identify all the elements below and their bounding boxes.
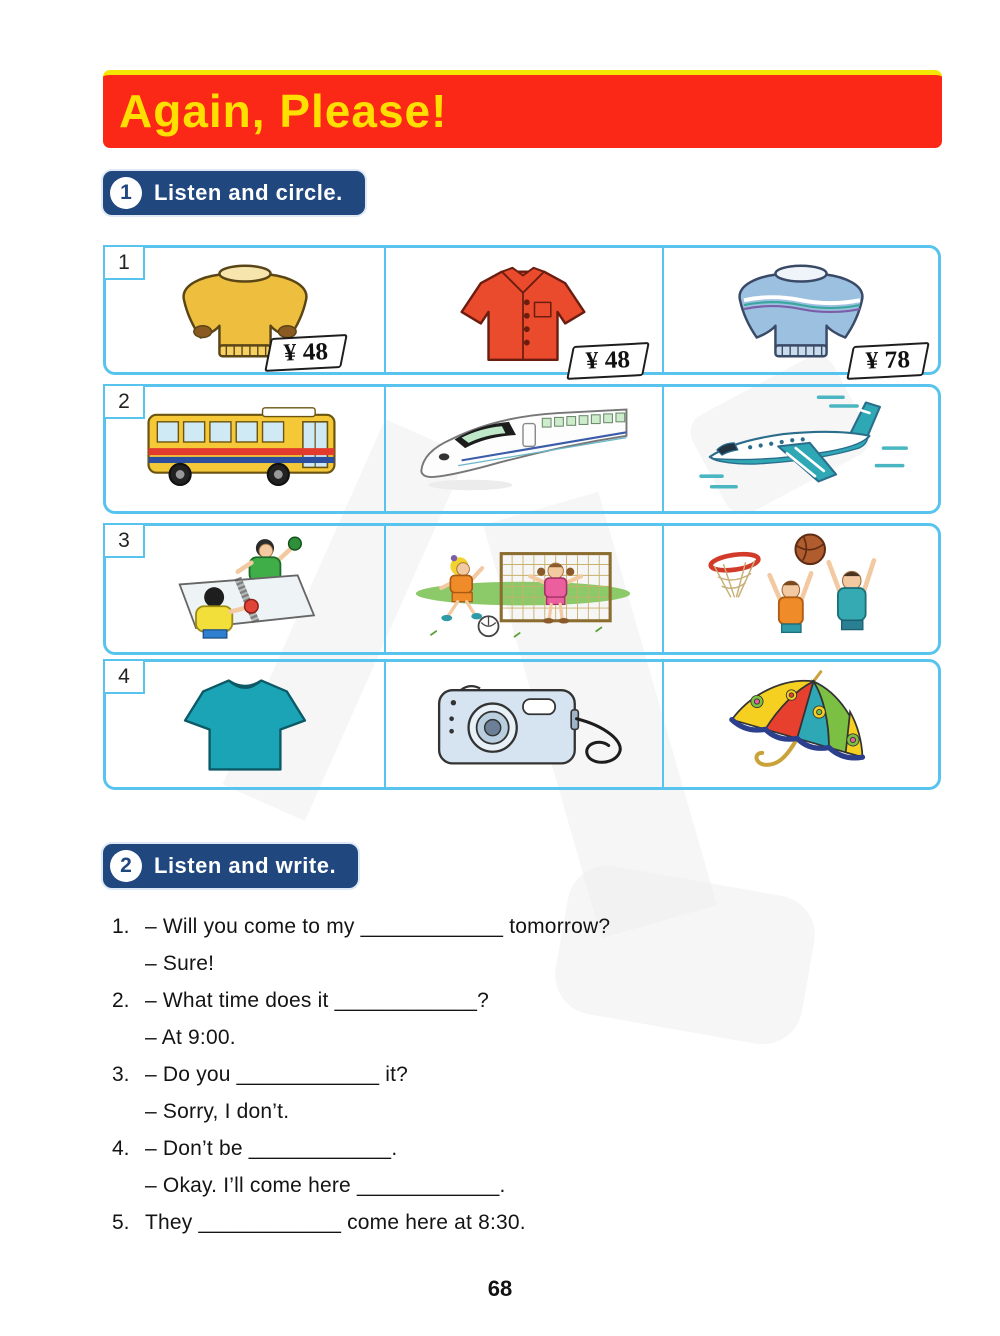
- cell-blue-sweater: [662, 248, 940, 375]
- line-number: 3.: [112, 1062, 130, 1086]
- picture-row-4: [103, 659, 941, 790]
- table-tennis-illustration: [125, 530, 365, 648]
- section-2-label: Listen and write.: [154, 853, 337, 878]
- cell-train: [384, 387, 662, 511]
- row-3-number: 3: [103, 523, 145, 558]
- exercise-line: [112, 1056, 610, 1093]
- cell-bus: [106, 387, 384, 511]
- picture-row-2: [103, 384, 941, 514]
- cell-basketball: [662, 526, 940, 652]
- bus-illustration: [125, 392, 365, 506]
- cell-table-tennis: [106, 526, 384, 652]
- exercise-line: [112, 982, 610, 1019]
- row-4-number: 4: [103, 659, 145, 694]
- page-number: 68: [487, 1276, 513, 1301]
- section-2-header: [103, 844, 358, 888]
- listen-and-write-exercise: [112, 908, 610, 1241]
- cell-red-shirt: [384, 248, 662, 375]
- line-text: – Okay. I’ll come here ____________.: [145, 1173, 506, 1197]
- camera-illustration: [399, 667, 647, 783]
- line-number: 1.: [112, 914, 130, 938]
- cell-camera: [384, 662, 662, 787]
- line-text: – At 9:00.: [145, 1025, 236, 1049]
- row-1-number: 1: [103, 245, 145, 280]
- section-1-header: [103, 171, 365, 215]
- plane-illustration: [677, 392, 925, 506]
- section-2-number: 2: [110, 850, 142, 882]
- line-text: – Sorry, I don’t.: [145, 1099, 290, 1123]
- line-text: – Will you come to my ____________ tomorrow?: [145, 914, 611, 938]
- picture-row-1: [103, 245, 941, 375]
- line-number: 4.: [112, 1136, 130, 1160]
- cell-umbrella: [662, 662, 940, 787]
- football-illustration: [397, 530, 649, 648]
- exercise-line: [112, 1130, 610, 1167]
- price-tag: ¥ 78: [846, 342, 929, 380]
- price-tag: ¥ 48: [566, 342, 649, 380]
- line-text: – What time does it ____________?: [145, 988, 490, 1012]
- section-1-number: 1: [110, 177, 142, 209]
- row-2-number: 2: [103, 384, 145, 419]
- section-1-label: Listen and circle.: [154, 180, 343, 205]
- price-tag: ¥ 48: [264, 334, 347, 372]
- line-text: – Don’t be ____________.: [145, 1136, 398, 1160]
- cell-football: [384, 526, 662, 652]
- page-title: Again, Please!: [119, 84, 448, 137]
- cell-yellow-sweater: [106, 248, 384, 372]
- exercise-line: [112, 1019, 610, 1056]
- line-number: 2.: [112, 988, 130, 1012]
- exercise-line: [112, 945, 610, 982]
- basketball-illustration: [681, 529, 921, 649]
- line-text: – Sure!: [145, 951, 215, 975]
- train-illustration: [398, 392, 648, 506]
- exercise-line: [112, 1167, 610, 1204]
- exercise-line: [112, 1093, 610, 1130]
- t-shirt-illustration: [135, 666, 355, 784]
- cell-t-shirt: [106, 662, 384, 787]
- exercise-line: [112, 908, 610, 945]
- cell-plane: [662, 387, 940, 511]
- line-text: – Do you ____________ it?: [145, 1062, 409, 1086]
- line-number: 5.: [112, 1210, 130, 1234]
- picture-row-3: [103, 523, 941, 655]
- title-banner: [103, 70, 942, 148]
- umbrella-illustration: [686, 664, 916, 786]
- exercise-line: [112, 1204, 610, 1241]
- line-text: They ____________ come here at 8:30.: [145, 1210, 526, 1234]
